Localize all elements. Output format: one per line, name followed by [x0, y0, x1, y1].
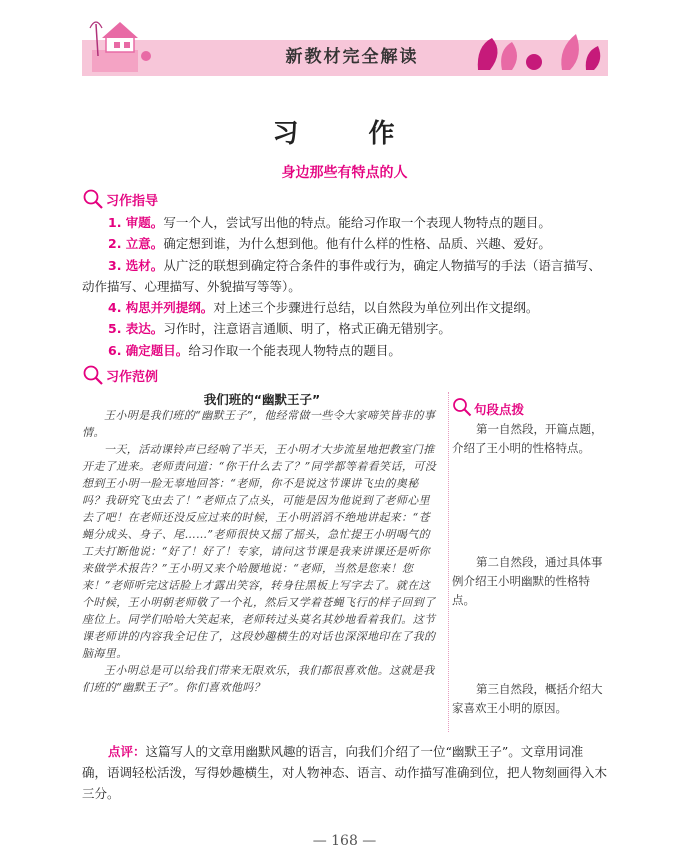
guide-item-label: 5. 表达。: [108, 321, 164, 337]
search-icon: [82, 188, 104, 210]
side-note: 第三自然段，概括介绍大家喜欢王小明的原因。: [452, 682, 603, 715]
guide-item-label: 1. 审题。: [108, 215, 164, 230]
guide-item-label: 3. 选材。: [108, 257, 164, 273]
guide-item: [82, 297, 608, 318]
guide-item-text: 习作时，注意语言通顺、明了，格式正确无错别字。: [163, 321, 451, 337]
guide-item-label: 2. 立意。: [108, 236, 164, 252]
comment-text: 这篇写人的文章用幽默风趣的语言，向我们介绍了一位“幽默王子”。文章用词准确，语调轻松活泼，写得妙趣横生，对人物神态、语言、动作描写准确到位，把人物刻画得入木三分。: [82, 744, 608, 801]
side-heading-label: 句段点拨: [474, 402, 525, 417]
guide-item-text: 写一个人，尝试写出他的特点。能给习作取一个表现人物特点的题目。: [163, 215, 551, 230]
guide-item: [82, 255, 608, 298]
page-subtitle: 身边那些有特点的人: [281, 165, 408, 181]
guide-item: [82, 318, 608, 339]
guide-item-text: 给习作取一个能表现人物特点的题目。: [188, 342, 401, 358]
essay-body: [82, 407, 437, 696]
page-header: [82, 16, 608, 74]
search-icon: [82, 364, 104, 386]
house-icon: [82, 16, 172, 74]
guide-heading-label: 习作指导: [106, 194, 159, 209]
page-number: — 168 —: [312, 833, 377, 849]
guide-item-label: 6. 确定题目。: [108, 342, 189, 358]
guide-item-text: 从广泛的联想到确定符合条件的事件或行为，确定人物描写的手法（语言描写、动作描写、心理描写、外貌描写等等）。: [82, 257, 601, 294]
guide-item-label: 4. 构思并列提纲。: [108, 300, 214, 316]
guide-list: [82, 212, 608, 361]
guide-item-text: 确定想到谁，为什么想到他。他有什么样的性格、品质、兴趣、爱好。: [163, 236, 551, 252]
header-title: 新教材完全解读: [285, 47, 419, 67]
essay-title: 我们班的“幽默王子”: [203, 392, 321, 407]
guide-item-text: 对上述三个步骤进行总结，以自然段为单位列出作文提纲。: [213, 300, 539, 316]
side-note: 第二自然段，通过具体事例介绍王小明幽默的性格特点。: [452, 555, 603, 607]
guide-item: [82, 212, 608, 233]
search-icon: [452, 397, 472, 417]
essay-paragraph: 一天，活动课铃声已经响了半天，王小明才大步流星地把教室门推开走了进来。老师责问道：“你干什么去了？”同学都等着看笑话，可没想到王小明一脸无辜地回答：“老师，你不是说这节课讲飞虫的奥秘吗？我研究飞虫去了！”老师点了点头，可能是因为他说到了老师心里去了吧！在老师还没反应过来的时候，王小明滔滔不绝地讲起来：“苍蝇分成头、身子、尾……”老师很快又摇了摇头，急忙提王小明喝气的工夫打断他说：“好了！好了！专家，请问这节课是我来讲课还是听你来做学术报告？”王小明又来个哈腰地说：“老师，当然是您来！您来！”老师听完这话脸上才露出笑容，转身往黑板上写字去了。就在这个时候，王小明朝老师敬了一个礼，然后又学着苍蝇飞行的样子回到了座位上。同学们哈哈大笑起来，老师转过头莫名其妙地看着我们。这节课老师讲的内容我全记住了，这段妙趣横生的对话也深深地印在了我的脑海里。: [82, 443, 437, 660]
page-title: 习 作: [272, 119, 417, 149]
side-note: 第一自然段，开篇点题，介绍了王小明的性格特点。: [452, 422, 603, 455]
column-divider: [448, 392, 449, 732]
leaf-icon: [458, 16, 608, 74]
comment-label: 点评：: [108, 744, 146, 759]
essay-paragraph: 王小明总是可以给我们带来无限欢乐，我们都很喜欢他。这就是我们班的“幽默王子”。你们喜欢他吗？: [82, 664, 435, 694]
essay-paragraph: 王小明是我们班的“幽默王子”，他经常做一些令大家啼笑皆非的事情。: [82, 409, 436, 439]
guide-item: [82, 340, 608, 361]
comment: [82, 741, 608, 804]
example-heading-label: 习作范例: [106, 370, 159, 385]
guide-item: [82, 233, 608, 254]
